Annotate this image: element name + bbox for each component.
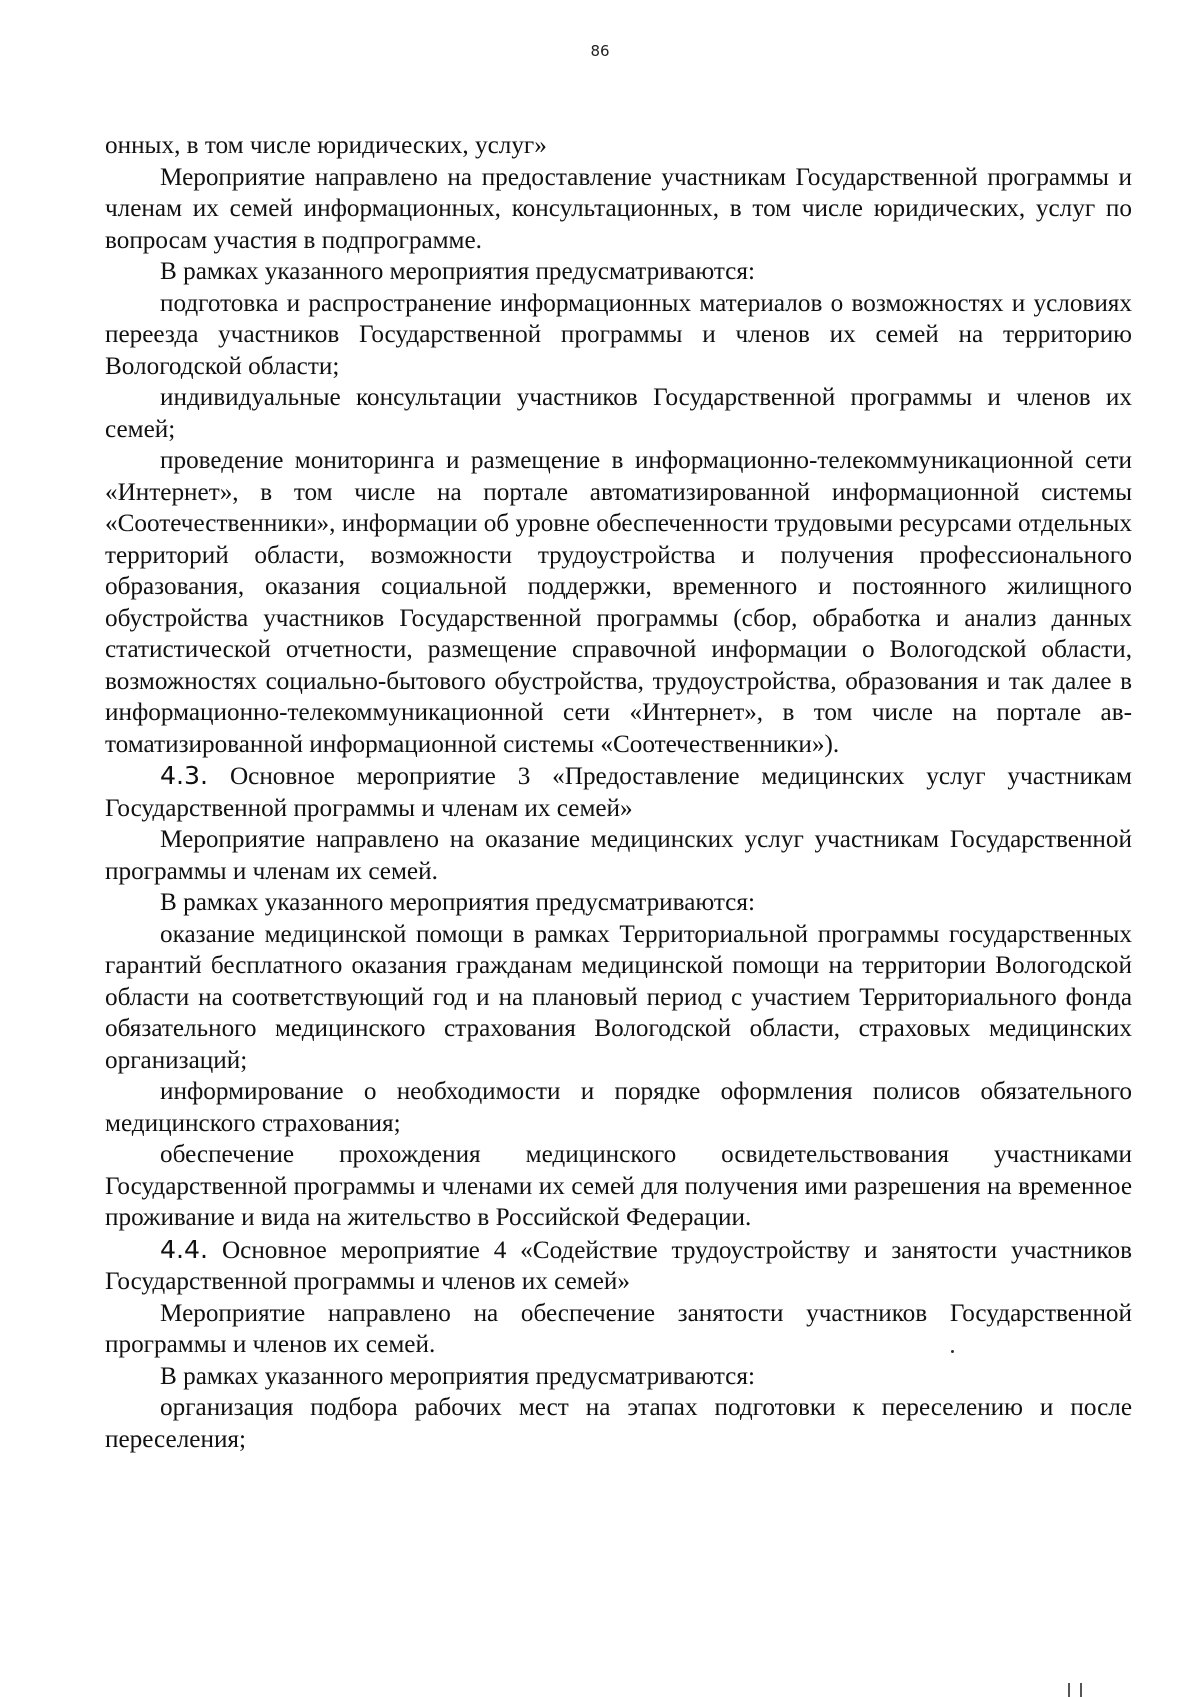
section-heading xyxy=(105,1234,1132,1298)
paragraph: Мероприятие направлено на обеспечение занятости участников Государственной программы и членов их семей. xyxy=(105,1299,1132,1358)
scan-edge-mark xyxy=(1068,1683,1070,1697)
scan-edge-mark xyxy=(1080,1683,1082,1697)
paragraph: В рамках указанного мероприятия предусматриваются: xyxy=(160,258,755,285)
paragraph: Мероприятие направлено на оказание медицинских услуг участникам Государственной программы и членам их семей. xyxy=(105,826,1132,885)
paragraph: проведение мониторинга и размещение в информационно-телекоммуникационной сети «Интернет», в том числе на портале автоматизированной информационной системы «Соотечественники», информации об уровне обеспеченности трудовыми ресурсами отдельных территорий области, возможности трудоустройства и получения профессионального образования, оказания социальной поддержки, временного и постоянного жилищного обустройства участников Государственной программы (сбор, обработка и анализ данных статистической отчетности, размещение справочной информации о Вологодской области, возможностях социально-бытового обустройства, трудоустройства, образования и так далее в информационно-телекоммуникационной сети «Интернет», в том числе на портале автоматизированной информационной системы «Соотечественники»). xyxy=(105,447,1132,758)
paragraph: организация подбора рабочих мест на этапах подготовки к переселению и после переселения; xyxy=(105,1394,1132,1453)
paragraph: информирование о необходимости и порядке оформления полисов обязательного медицинского страхования; xyxy=(105,1078,1132,1137)
section-title: Основное мероприятие 4 «Содействие трудоустройству и занятости участников Государственной программы и членов их семей» xyxy=(105,1236,1132,1295)
paragraph: обеспечение прохождения медицинского освидетельствования участниками Государственной программы и членами их семей для получения ими разрешения на временное проживание и вида на жительство в Российской Федерации. xyxy=(105,1141,1132,1231)
paragraph: онных, в том числе юридических, услуг» xyxy=(105,132,547,159)
section-title: Основное мероприятие 3 «Предоставление медицинских услуг участникам Государственной программы и членам их семей» xyxy=(105,763,1132,822)
page-number: 86 xyxy=(590,42,610,60)
paragraph: В рамках указанного мероприятия предусматриваются: xyxy=(160,889,755,916)
document-body xyxy=(105,130,1132,1455)
paragraph: Мероприятие направлено на предоставление участникам Государственной программы и членам их семей информационных, консультационных, в том числе юридических, услуг по вопросам участия в подпрограмме. xyxy=(105,163,1132,254)
paragraph: оказание медицинской помощи в рамках Территориальной программы государственных гарантий бесплатного оказания гражданам медицинской помощи на территории Вологодской области на соответствующий год и на плановый период с участием Территориального фонда обязательного медицинского страхования Вологодской области, страховых медицинских организаций; xyxy=(105,920,1132,1074)
paragraph: индивидуальные консультации участников Государственной программы и членов их семей; xyxy=(105,384,1132,443)
section-number: 4.4. xyxy=(160,1234,209,1264)
section-number: 4.3. xyxy=(160,761,209,790)
paragraph: В рамках указанного мероприятия предусматриваются: xyxy=(160,1362,755,1390)
section-heading xyxy=(105,760,1132,824)
paragraph: подготовка и распространение информационных материалов о возможностях и условиях переезда участников Государственной программы и членов их семей на территорию Вологодской области; xyxy=(105,289,1132,380)
scan-artifact-dot xyxy=(951,1350,954,1353)
